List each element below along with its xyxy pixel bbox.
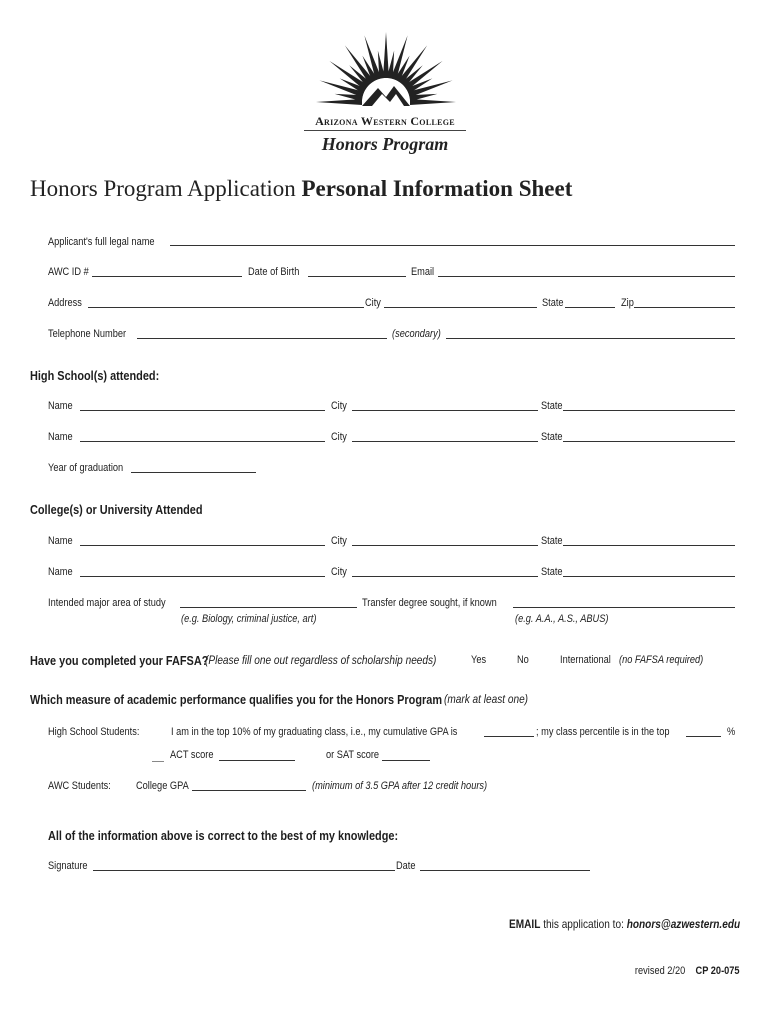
hs1-state-label: State xyxy=(541,400,563,412)
form-code: CP 20-075 xyxy=(695,965,740,977)
transfer-degree-label: Transfer degree sought, if known xyxy=(362,597,497,609)
telephone-label: Telephone Number xyxy=(48,328,127,340)
measure-note: (mark at least one) xyxy=(444,692,529,706)
email-text: this application to: xyxy=(543,917,624,931)
col2-name-field[interactable] xyxy=(80,576,325,577)
email-bold: EMAIL xyxy=(508,917,541,931)
col1-name-label: Name xyxy=(48,535,73,547)
col1-city-label: City xyxy=(331,535,347,547)
hs1-name-label: Name xyxy=(48,400,73,412)
major-field[interactable] xyxy=(180,607,357,608)
secondary-label: (secondary) xyxy=(392,328,441,340)
dob-field[interactable] xyxy=(308,276,406,277)
fafsa-question: Have you completed your FAFSA? xyxy=(30,653,209,668)
zip-label: Zip xyxy=(621,297,634,309)
college-gpa-label: College GPA xyxy=(136,780,189,792)
sunburst-ray xyxy=(410,99,456,105)
hs2-city-label: City xyxy=(331,431,347,443)
act-checkbox[interactable] xyxy=(152,761,164,762)
sat-score-label: or SAT score xyxy=(326,749,380,761)
measure-question: Which measure of academic performance qualifies you for the Honors Program xyxy=(30,692,443,707)
state-field[interactable] xyxy=(565,307,615,308)
college-heading: College(s) or University Attended xyxy=(30,502,203,517)
address-label: Address xyxy=(48,297,82,309)
telephone-field[interactable] xyxy=(137,338,387,339)
logo-program-name: Honors Program xyxy=(321,134,449,154)
address-field[interactable] xyxy=(88,307,364,308)
date-label: Date xyxy=(396,860,416,872)
international-note: (no FAFSA required) xyxy=(619,654,704,666)
high-school-heading: High School(s) attended: xyxy=(30,368,160,383)
act-score-field[interactable] xyxy=(219,760,295,761)
hs-students-label: High School Students: xyxy=(48,726,140,738)
international-label: International xyxy=(560,654,611,666)
revised-date: revised 2/20 xyxy=(635,965,686,977)
logo-divider xyxy=(304,130,466,131)
city-label: City xyxy=(365,297,381,309)
gpa-note: (minimum of 3.5 GPA after 12 credit hours) xyxy=(312,780,488,792)
logo-college-name: Arizona Western College xyxy=(315,114,455,128)
transfer-degree-field[interactable] xyxy=(513,607,735,608)
fafsa-yes-option[interactable]: Yes xyxy=(471,654,487,666)
email-address-link[interactable]: honors@azwestern.edu xyxy=(626,917,740,931)
sunburst-logo-icon xyxy=(300,28,470,118)
sunburst-ray xyxy=(316,99,362,105)
full-name-field[interactable] xyxy=(170,245,735,246)
secondary-phone-field[interactable] xyxy=(446,338,735,339)
email-label: Email xyxy=(411,266,435,278)
col1-state-label: State xyxy=(541,535,563,547)
title-light: Honors Program Application xyxy=(30,176,296,201)
col2-state-label: State xyxy=(541,566,563,578)
hs1-state-field[interactable] xyxy=(563,410,735,411)
graduation-year-field[interactable] xyxy=(131,472,256,473)
revision-info xyxy=(635,965,740,977)
hs2-state-field[interactable] xyxy=(563,441,735,442)
page-title xyxy=(30,176,572,202)
city-field[interactable] xyxy=(384,307,537,308)
col1-city-field[interactable] xyxy=(352,545,538,546)
major-hint: (e.g. Biology, criminal justice, art) xyxy=(181,613,317,625)
certify-statement: All of the information above is correct to the best of my knowledge: xyxy=(48,828,399,843)
col1-state-field[interactable] xyxy=(563,545,735,546)
hs2-city-field[interactable] xyxy=(352,441,538,442)
full-name-label: Applicant's full legal name xyxy=(48,236,155,248)
major-label: Intended major area of study xyxy=(48,597,166,609)
col2-city-field[interactable] xyxy=(352,576,538,577)
cumulative-gpa-field[interactable] xyxy=(484,736,534,737)
state-label: State xyxy=(542,297,564,309)
hs1-city-field[interactable] xyxy=(352,410,538,411)
col1-name-field[interactable] xyxy=(80,545,325,546)
awc-students-label: AWC Students: xyxy=(48,780,111,792)
col2-city-label: City xyxy=(331,566,347,578)
col2-name-label: Name xyxy=(48,566,73,578)
title-bold: Personal Information Sheet xyxy=(301,176,573,201)
fafsa-no-option[interactable]: No xyxy=(517,654,529,666)
hs2-state-label: State xyxy=(541,431,563,443)
hs2-name-field[interactable] xyxy=(80,441,325,442)
zip-field[interactable] xyxy=(634,307,735,308)
hs1-city-label: City xyxy=(331,400,347,412)
signature-label: Signature xyxy=(48,860,88,872)
awc-id-field[interactable] xyxy=(92,276,242,277)
col2-state-field[interactable] xyxy=(563,576,735,577)
graduation-year-label: Year of graduation xyxy=(48,462,124,474)
email-field[interactable] xyxy=(438,276,735,277)
hs2-name-label: Name xyxy=(48,431,73,443)
date-field[interactable] xyxy=(420,870,590,871)
hs-students-text: I am in the top 10% of my graduating class, i.e., my cumulative GPA is xyxy=(171,726,458,738)
hs1-name-field[interactable] xyxy=(80,410,325,411)
percent-sign: % xyxy=(727,726,736,738)
act-score-label: ACT score xyxy=(170,749,214,761)
sat-score-field[interactable] xyxy=(382,760,430,761)
transfer-degree-hint: (e.g. A.A., A.S., ABUS) xyxy=(515,613,609,625)
signature-field[interactable] xyxy=(93,870,395,871)
email-instruction xyxy=(509,917,740,931)
dob-label: Date of Birth xyxy=(248,266,300,278)
awc-id-label: AWC ID # xyxy=(48,266,89,278)
college-gpa-field[interactable] xyxy=(192,790,306,791)
sunburst-ray xyxy=(383,32,389,78)
fafsa-note: (Please fill one out regardless of scholarship needs) xyxy=(205,653,437,667)
class-percentile-field[interactable] xyxy=(686,736,721,737)
hs-students-text-2: ; my class percentile is in the top xyxy=(536,726,670,738)
